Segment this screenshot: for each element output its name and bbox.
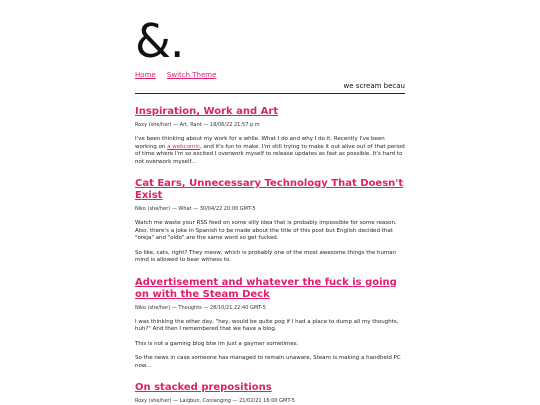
- post-meta: Roxy (she/her) — Art, Rant — 18/06/22 21:57 p.m: [135, 122, 260, 128]
- post-excerpt: [135, 220, 405, 265]
- site-logo[interactable]: &.: [135, 14, 184, 68]
- post-paragraph: Watch me waste your RSS feed on some silly idea that is probably impossible for some reason. Also, there's a joke in Spanish to be made about the title of this post but English decided that "oreja" and "oído" are the same word so get fucked.: [135, 220, 397, 241]
- post-text: , and it's fun to make. I'm still trying to make it out alive out of that period of time where I'm so excited I overwork myself to release updates as fast as possible. It's hard to not overwork myself...: [135, 143, 405, 165]
- post-paragraph: So like, cats, right? They meow, which is probably one of the most awesome things the human mind is allowed to bear witness to.: [135, 249, 397, 263]
- post-paragraph: So the news in case someone has managed to remain unaware, Steam is making a handheld PC now...: [135, 355, 401, 369]
- post-item: [135, 277, 405, 371]
- post-text: I've been thinking about my work for a while. What I do and why I do it. Recently I've been working on: [135, 136, 385, 150]
- nav-home-link[interactable]: Home: [135, 71, 156, 79]
- post-item: [135, 106, 405, 166]
- marquee-banner: [135, 81, 405, 94]
- post-meta: Roxy (she/her) — Laiqbun, Conlanging — 21/02/21 16:00 GMT-5: [135, 398, 295, 404]
- post-excerpt: [135, 136, 405, 166]
- post-paragraph: [135, 136, 405, 166]
- nav-switch-theme-link[interactable]: Switch Theme: [166, 71, 217, 79]
- marquee-text: we scream becau: [343, 82, 405, 90]
- content-column: [135, 14, 405, 405]
- post-paragraph: This is not a gaming blog btw im just a gaymer sometimes.: [135, 340, 299, 347]
- post-meta: Niko (she/her) — Thoughts — 28/10/21 22:40 GMT-5: [135, 304, 266, 311]
- post-title-link[interactable]: Inspiration, Work and Art: [135, 106, 279, 117]
- post-title-link[interactable]: Cat Ears, Unnecessary Technology That Doesn't Exist: [135, 178, 404, 201]
- webcomic-link[interactable]: a webcomic: [167, 143, 200, 150]
- post-paragraph: I was thinking the other day, "hey, would be quite pog if I had a place to dump all my thoughts, huh?" And then I remembered that we have a blog.: [135, 318, 399, 332]
- post-meta: Niko (she/her) — What — 30/04/22 20:00 GMT-5: [135, 206, 256, 212]
- post-item: [135, 382, 405, 405]
- post-title-link[interactable]: On stacked prepositions: [135, 382, 272, 393]
- post-title-link[interactable]: Advertisement and whatever the fuck is going on with the Steam Deck: [135, 276, 397, 300]
- post-excerpt: [135, 319, 405, 371]
- post-item: [135, 178, 405, 265]
- top-nav: [135, 70, 405, 80]
